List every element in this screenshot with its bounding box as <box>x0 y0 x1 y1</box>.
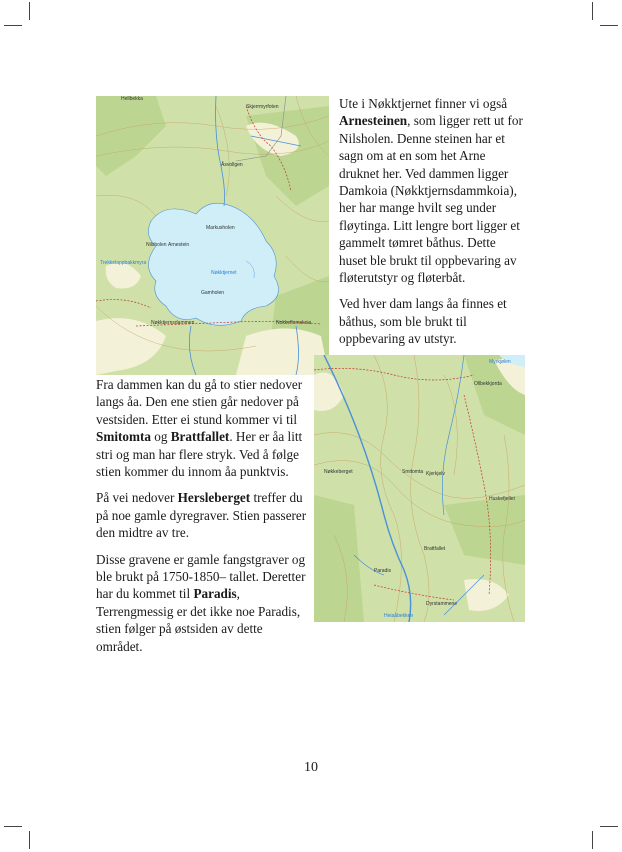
text-run: Disse gravene er gamle fangstgraver og ble brukt på 1750-1850– tallet. Deretter har du kommet til <box>96 551 306 602</box>
text-run: treffer du på noe gamle dyregraver. Stien passerer den midtre av tre. <box>96 490 307 541</box>
place-name: Arnesteinen <box>339 113 408 129</box>
crop-mark-bottom-right-h <box>600 826 618 827</box>
text-run: , Terrengmessig er det ikke noe Paradis, stien følger på østsiden av dette området. <box>96 586 301 654</box>
paragraph <box>96 489 308 541</box>
map-label: Smitomta <box>402 469 424 475</box>
paragraph <box>96 376 308 480</box>
map-nokktjernet <box>96 96 329 375</box>
map-water-label: Trekkelappbakkmyra <box>100 260 147 266</box>
text-run: . Her er åa litt stri og man har flere stryk. Ved å følge stien kommer du innom åa punktvis. <box>96 429 303 480</box>
map-label: Brattfallet <box>424 546 446 552</box>
crop-mark-top-right-v <box>592 2 593 20</box>
map-label: Nilsholen <box>146 242 167 248</box>
map-label: Markusholen <box>206 225 235 231</box>
map-label: Gamholen <box>201 290 225 296</box>
text-run: , som ligger rett ut for Nilsholen. Denne steinen har et sagn om at en som het Arne druknet her. Ved dammen ligger Damkoia (Nøkktjernsdammkoia), her har mange hvilt seg under fløytinga. Litt lengre bort ligger et gammelt tømret båthus. Dette huset ble brukt til oppbevaring av fløterutstyr og fløterbåt. <box>339 113 523 286</box>
paragraph <box>339 95 524 286</box>
crop-mark-bottom-right-v <box>592 831 593 849</box>
crop-mark-bottom-left-h <box>4 826 22 827</box>
text-run: Fra dammen kan du gå to stier nedover langs åa. Den ene stien går nedover på vestsiden. Etter ei stund kommer vi til <box>96 377 303 427</box>
paragraph: Ved hver dam langs åa finnes et båthus, som ble brukt til oppbevaring av utstyr. <box>339 296 507 347</box>
map-hersleberget <box>314 355 525 622</box>
map-label: Hellbekka <box>121 96 143 102</box>
map-water-label: Heiaåbekken <box>384 613 414 619</box>
map-water-label: Nøkktjernet <box>211 270 237 276</box>
map-label: Kjerkjelv <box>426 471 445 477</box>
place-name: Brattfallet <box>170 429 230 445</box>
map-label: Huskefjellet <box>489 496 515 502</box>
crop-mark-top-right-h <box>600 25 618 26</box>
crop-mark-bottom-left-v <box>29 831 30 849</box>
paragraph <box>96 551 308 655</box>
map-hersleberget-svg <box>314 355 525 622</box>
map-label: Arnestein <box>168 242 190 248</box>
place-name: Paradis <box>193 586 237 602</box>
map-label: Dyrstammene <box>426 601 458 607</box>
text-run: På vei nedover <box>96 490 178 506</box>
crop-mark-top-left-v <box>29 2 30 20</box>
map-nokktjernet-svg <box>96 96 329 375</box>
page-number: 10 <box>304 760 318 775</box>
crop-mark-top-left-h <box>4 25 22 26</box>
map-label: Skjerrmyrfoten <box>246 104 279 110</box>
text-block-left <box>96 376 308 664</box>
text-block-right <box>339 95 524 357</box>
map-label: Nøkktjernsdammen <box>151 320 195 326</box>
text-run: Ute i Nøkktjernet finner vi også <box>339 96 508 111</box>
map-label: Paradis <box>374 568 391 574</box>
map-label: Åsvollgen <box>221 162 243 168</box>
map-label: Ollbekkjorda <box>474 381 502 387</box>
map-label: Nokkeflomskoia <box>276 320 312 326</box>
place-name: Smitomta <box>96 429 151 445</box>
map-label: Nøkkeberget <box>324 469 353 475</box>
text-run: og <box>150 429 171 445</box>
place-name: Hersleberget <box>177 490 251 506</box>
map-water-label: Myrkjølen <box>489 359 511 365</box>
